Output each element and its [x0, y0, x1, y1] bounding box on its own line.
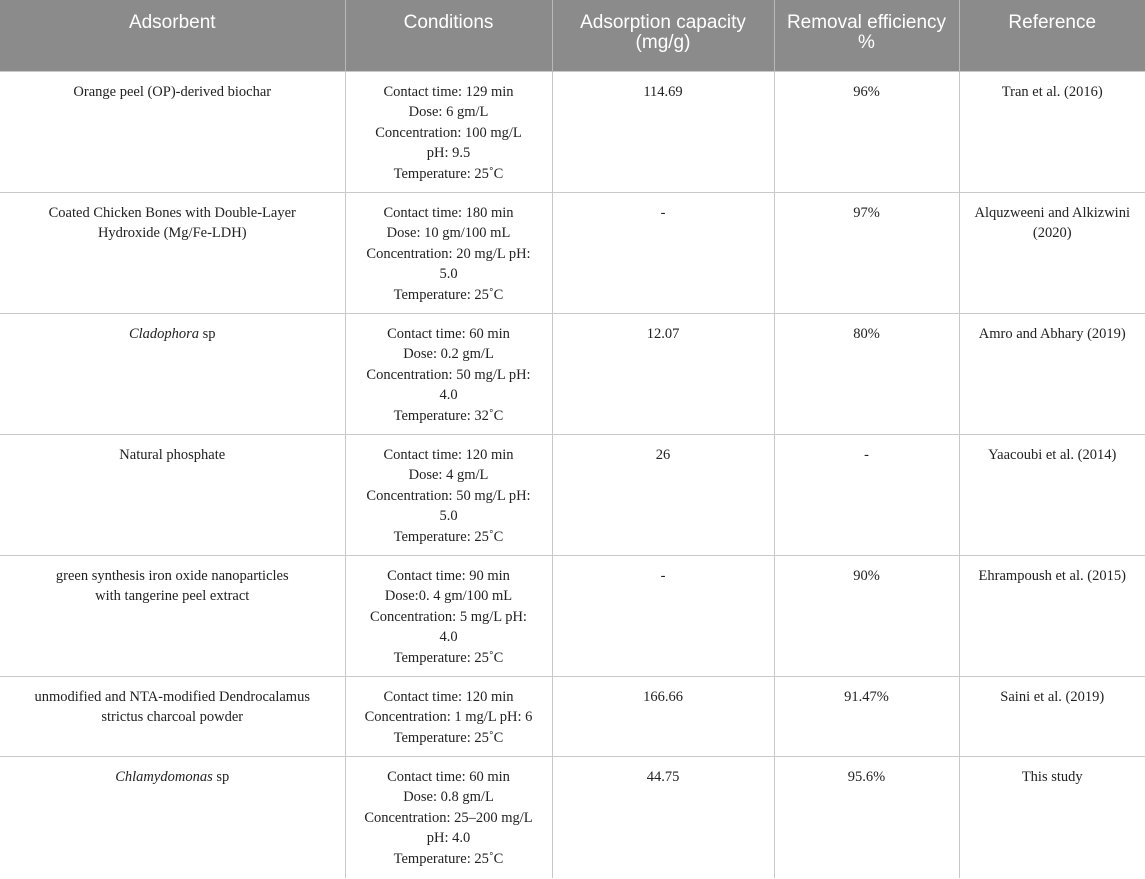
table-row — [0, 555, 1145, 676]
adsorbent-suffix: sp — [212, 768, 230, 785]
condition-line: Dose: 4 gm/L — [408, 467, 489, 483]
table-body — [0, 71, 1145, 878]
cell-reference — [959, 313, 1145, 434]
condition-line: Temperature: 25˚C — [393, 649, 504, 666]
cell-conditions — [345, 434, 552, 555]
condition-line: Concentration: 20 mg/L pH: — [366, 245, 531, 262]
cell-efficiency: 80% — [774, 313, 959, 434]
table-row — [0, 676, 1145, 756]
condition-line: Temperature: 25˚C — [393, 286, 504, 303]
condition-line: Contact time: 60 min — [387, 325, 510, 342]
reference-text: Amro and Abhary (2019) — [978, 325, 1126, 342]
cell-reference — [959, 192, 1145, 313]
cell-capacity: 44.75 — [552, 756, 774, 878]
adsorbent-text: unmodified and NTA-modified Dendrocalamus — [34, 688, 310, 705]
reference-text: This study — [1021, 768, 1083, 785]
table-row — [0, 313, 1145, 434]
cell-capacity: 114.69 — [552, 71, 774, 192]
condition-line: Temperature: 25˚C — [393, 165, 504, 182]
adsorbent-text: with tangerine peel extract — [95, 588, 250, 604]
condition-line: Concentration: 50 mg/L pH: — [366, 487, 531, 504]
cell-efficiency: 91.47% — [774, 676, 959, 756]
adsorbent-genus: Cladophora — [128, 325, 200, 342]
adsorbent-genus: Chlamydomonas — [115, 768, 213, 785]
cell-adsorbent — [0, 434, 345, 555]
adsorbent-text: strictus charcoal powder — [101, 709, 244, 725]
cell-capacity: - — [552, 555, 774, 676]
condition-line: 4.0 — [439, 629, 458, 645]
condition-line: 5.0 — [439, 508, 458, 524]
reference-text: Alquzweeni and Alkizwini (2020) — [974, 204, 1130, 241]
condition-line: Dose:0. 4 gm/100 mL — [384, 588, 513, 604]
condition-line: Dose: 0.2 gm/L — [403, 346, 494, 362]
header-adsorption-capacity: Adsorption capacity (mg/g) — [552, 0, 774, 71]
condition-line: pH: 9.5 — [426, 145, 471, 161]
cell-conditions — [345, 555, 552, 676]
reference-text: Yaacoubi et al. (2014) — [988, 446, 1117, 463]
header-reference: Reference — [959, 0, 1145, 71]
header-row — [0, 0, 1145, 71]
condition-line: pH: 4.0 — [426, 830, 471, 846]
cell-conditions — [345, 676, 552, 756]
header-conditions: Conditions — [345, 0, 552, 71]
table-row — [0, 71, 1145, 192]
adsorbent-text: green synthesis iron oxide nanoparticles — [55, 567, 289, 584]
cell-reference — [959, 71, 1145, 192]
cell-adsorbent — [0, 71, 345, 192]
condition-line: Contact time: 129 min — [383, 83, 514, 100]
condition-line: Concentration: 25–200 mg/L — [364, 809, 533, 826]
cell-reference — [959, 676, 1145, 756]
cell-adsorbent — [0, 192, 345, 313]
adsorbent-suffix: sp — [199, 325, 216, 342]
reference-text: Ehrampoush et al. (2015) — [978, 567, 1126, 584]
condition-line: Concentration: 1 mg/L pH: 6 — [364, 709, 533, 725]
condition-line: Contact time: 120 min — [383, 446, 514, 463]
adsorbent-text: Natural phosphate — [119, 446, 226, 463]
table-row — [0, 756, 1145, 878]
cell-adsorbent — [0, 555, 345, 676]
condition-line: Dose: 10 gm/100 mL — [386, 225, 511, 241]
condition-line: 4.0 — [439, 387, 458, 403]
condition-line: Contact time: 60 min — [387, 768, 510, 785]
cell-conditions — [345, 756, 552, 878]
condition-line: Contact time: 180 min — [383, 204, 514, 221]
cell-reference — [959, 555, 1145, 676]
cell-adsorbent — [0, 756, 345, 878]
cell-efficiency: 90% — [774, 555, 959, 676]
cell-adsorbent — [0, 313, 345, 434]
table-header — [0, 0, 1145, 71]
cell-reference — [959, 756, 1145, 878]
adsorbent-text: Coated Chicken Bones with Double-Layer — [48, 204, 296, 221]
condition-line: Temperature: 25˚C — [393, 528, 504, 545]
cell-efficiency: 96% — [774, 71, 959, 192]
cell-conditions — [345, 192, 552, 313]
cell-capacity: - — [552, 192, 774, 313]
adsorbent-text: Orange peel (OP)-derived biochar — [73, 83, 272, 100]
condition-line: Dose: 0.8 gm/L — [403, 789, 494, 805]
adsorbent-text: Hydroxide (Mg/Fe-LDH) — [97, 225, 247, 241]
cell-reference — [959, 434, 1145, 555]
cell-adsorbent — [0, 676, 345, 756]
cell-efficiency: 95.6% — [774, 756, 959, 878]
table-row — [0, 434, 1145, 555]
cell-capacity: 12.07 — [552, 313, 774, 434]
cell-efficiency: 97% — [774, 192, 959, 313]
condition-line: Contact time: 90 min — [387, 567, 510, 584]
condition-line: Temperature: 25˚C — [393, 729, 504, 746]
condition-line: Temperature: 32˚C — [393, 407, 504, 424]
reference-text: Saini et al. (2019) — [1000, 688, 1105, 705]
cell-conditions — [345, 71, 552, 192]
header-removal-efficiency: Removal efficiency % — [774, 0, 959, 71]
condition-line: 5.0 — [439, 266, 458, 282]
condition-line: Concentration: 100 mg/L — [375, 124, 522, 141]
reference-text: Tran et al. (2016) — [1001, 83, 1103, 100]
condition-line: Temperature: 25˚C — [393, 850, 504, 867]
condition-line: Contact time: 120 min — [383, 688, 514, 705]
condition-line: Concentration: 50 mg/L pH: — [366, 366, 531, 383]
condition-line: Concentration: 5 mg/L pH: — [370, 608, 527, 625]
cell-efficiency: - — [774, 434, 959, 555]
condition-line: Dose: 6 gm/L — [408, 104, 489, 120]
cell-capacity: 166.66 — [552, 676, 774, 756]
cell-capacity: 26 — [552, 434, 774, 555]
table-row — [0, 192, 1145, 313]
cell-conditions — [345, 313, 552, 434]
header-adsorbent: Adsorbent — [0, 0, 345, 71]
